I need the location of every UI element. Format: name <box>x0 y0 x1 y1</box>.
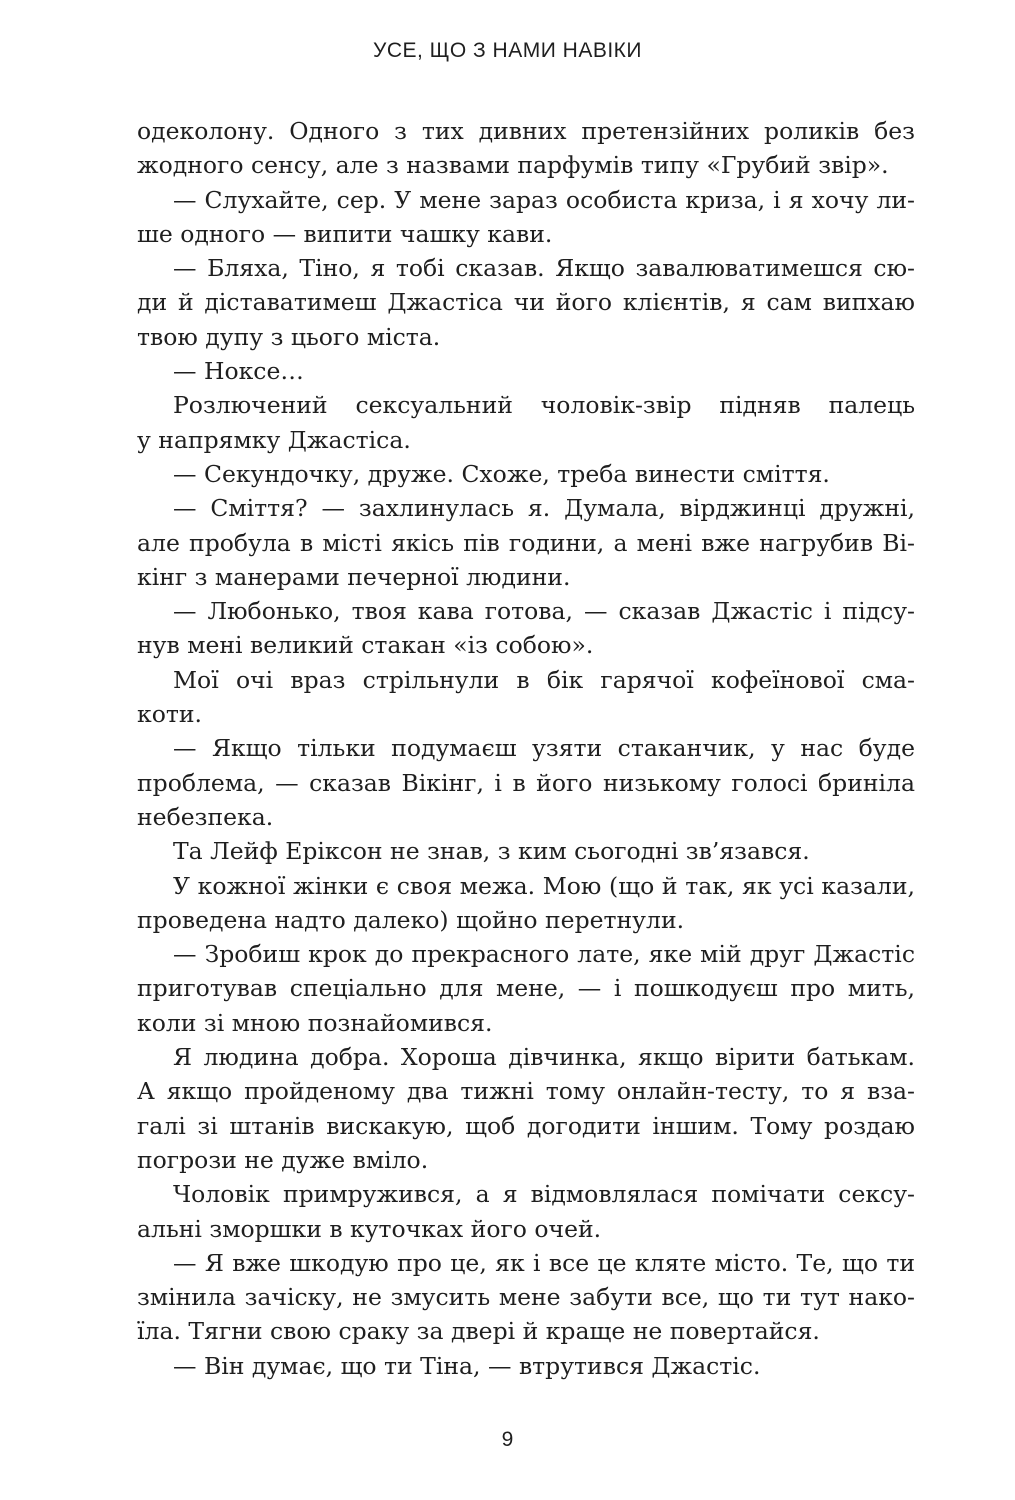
text-line: — Якщо тільки подумаєш узяти стаканчик, у нас буде <box>173 734 915 763</box>
text-line: але пробула в місті якісь пів години, а мені вже нагрубив Ві- <box>137 528 915 557</box>
text-line: У кожної жінки є своя межа. Мою (що й так, як усі казали, <box>173 871 915 900</box>
text-line: твою дупу з цього міста. <box>137 322 441 351</box>
text-line: ди й діставатимеш Джастіса чи його клієнтів, я сам випхаю <box>137 288 915 317</box>
running-header-title: УСЕ, ЩО З НАМИ НАВІКИ <box>373 39 642 62</box>
text-line: — Бляха, Тіно, я тобі сказав. Якщо завалюватимешся сю- <box>173 254 915 283</box>
text-line: ше одного — випити чашку кави. <box>137 219 553 248</box>
text-line: галі зі штанів вискакую, щоб догодити іншим. Тому роздаю <box>137 1111 915 1140</box>
text-line: проблема, — сказав Вікінг, і в його низькому голосі бриніла <box>137 768 915 797</box>
text-line: Розлючений сексуальний чоловік-звір підняв палець <box>173 391 915 420</box>
text-line: коли зі мною познайомився. <box>137 1008 493 1037</box>
text-line: Та Лейф Еріксон не знав, з ким сьогодні зв’язався. <box>173 837 810 866</box>
text-line: їла. Тягни свою сраку за двері й краще не повертайся. <box>137 1317 820 1346</box>
text-line: — Ноксе… <box>173 357 304 386</box>
page-body-text <box>137 114 915 1383</box>
text-line: кінг з манерами печерної людини. <box>137 562 571 591</box>
text-line: проведена надто далеко) щойно перетнули. <box>137 905 685 934</box>
text-line: Мої очі враз стрільнули в бік гарячої кофеїнової сма- <box>173 665 915 694</box>
text-line: приготував спеціально для мене, — і пошкодуєш про мить, <box>137 974 915 1003</box>
text-line: — Сміття? — захлинулась я. Думала, вірджинці дружні, <box>173 494 915 523</box>
text-line: А якщо пройденому два тижні тому онлайн-тесту, то я вза- <box>137 1077 915 1106</box>
text-line: Я людина добра. Хороша дівчинка, якщо вірити батькам. <box>173 1043 915 1072</box>
text-line: змінила зачіску, не змусить мене забути все, що ти тут нако- <box>137 1283 915 1312</box>
text-line: — Я вже шкодую про це, як і все це кляте місто. Те, що ти <box>173 1248 915 1277</box>
text-line: Чоловік примружився, а я відмовлялася помічати сексу- <box>173 1180 915 1209</box>
text-line: жодного сенсу, але з назвами парфумів типу «Грубий звір». <box>137 151 889 180</box>
text-line: альні зморшки в куточках його очей. <box>137 1214 602 1243</box>
text-line: — Слухайте, сер. У мене зараз особиста криза, і я хочу ли- <box>173 185 915 214</box>
text-line: у напрямку Джастіса. <box>137 425 411 454</box>
text-line: — Зробиш крок до прекрасного лате, яке мій друг Джастіс <box>173 940 915 969</box>
page-number: 9 <box>501 1428 514 1451</box>
text-line: — Він думає, що ти Тіна, — втрутився Джастіс. <box>173 1351 761 1380</box>
text-line: нув мені великий стакан «із собою». <box>137 631 594 660</box>
text-line: погрози не дуже вміло. <box>137 1145 429 1174</box>
text-line: небезпека. <box>137 802 274 831</box>
text-line: одеколону. Одного з тих дивних претензійних роликів без <box>137 117 915 145</box>
text-line: — Любонько, твоя кава готова, — сказав Джастіс і підсу- <box>173 597 915 626</box>
text-line: — Секундочку, друже. Схоже, треба винести сміття. <box>173 459 830 488</box>
text-line: коти. <box>137 700 202 729</box>
